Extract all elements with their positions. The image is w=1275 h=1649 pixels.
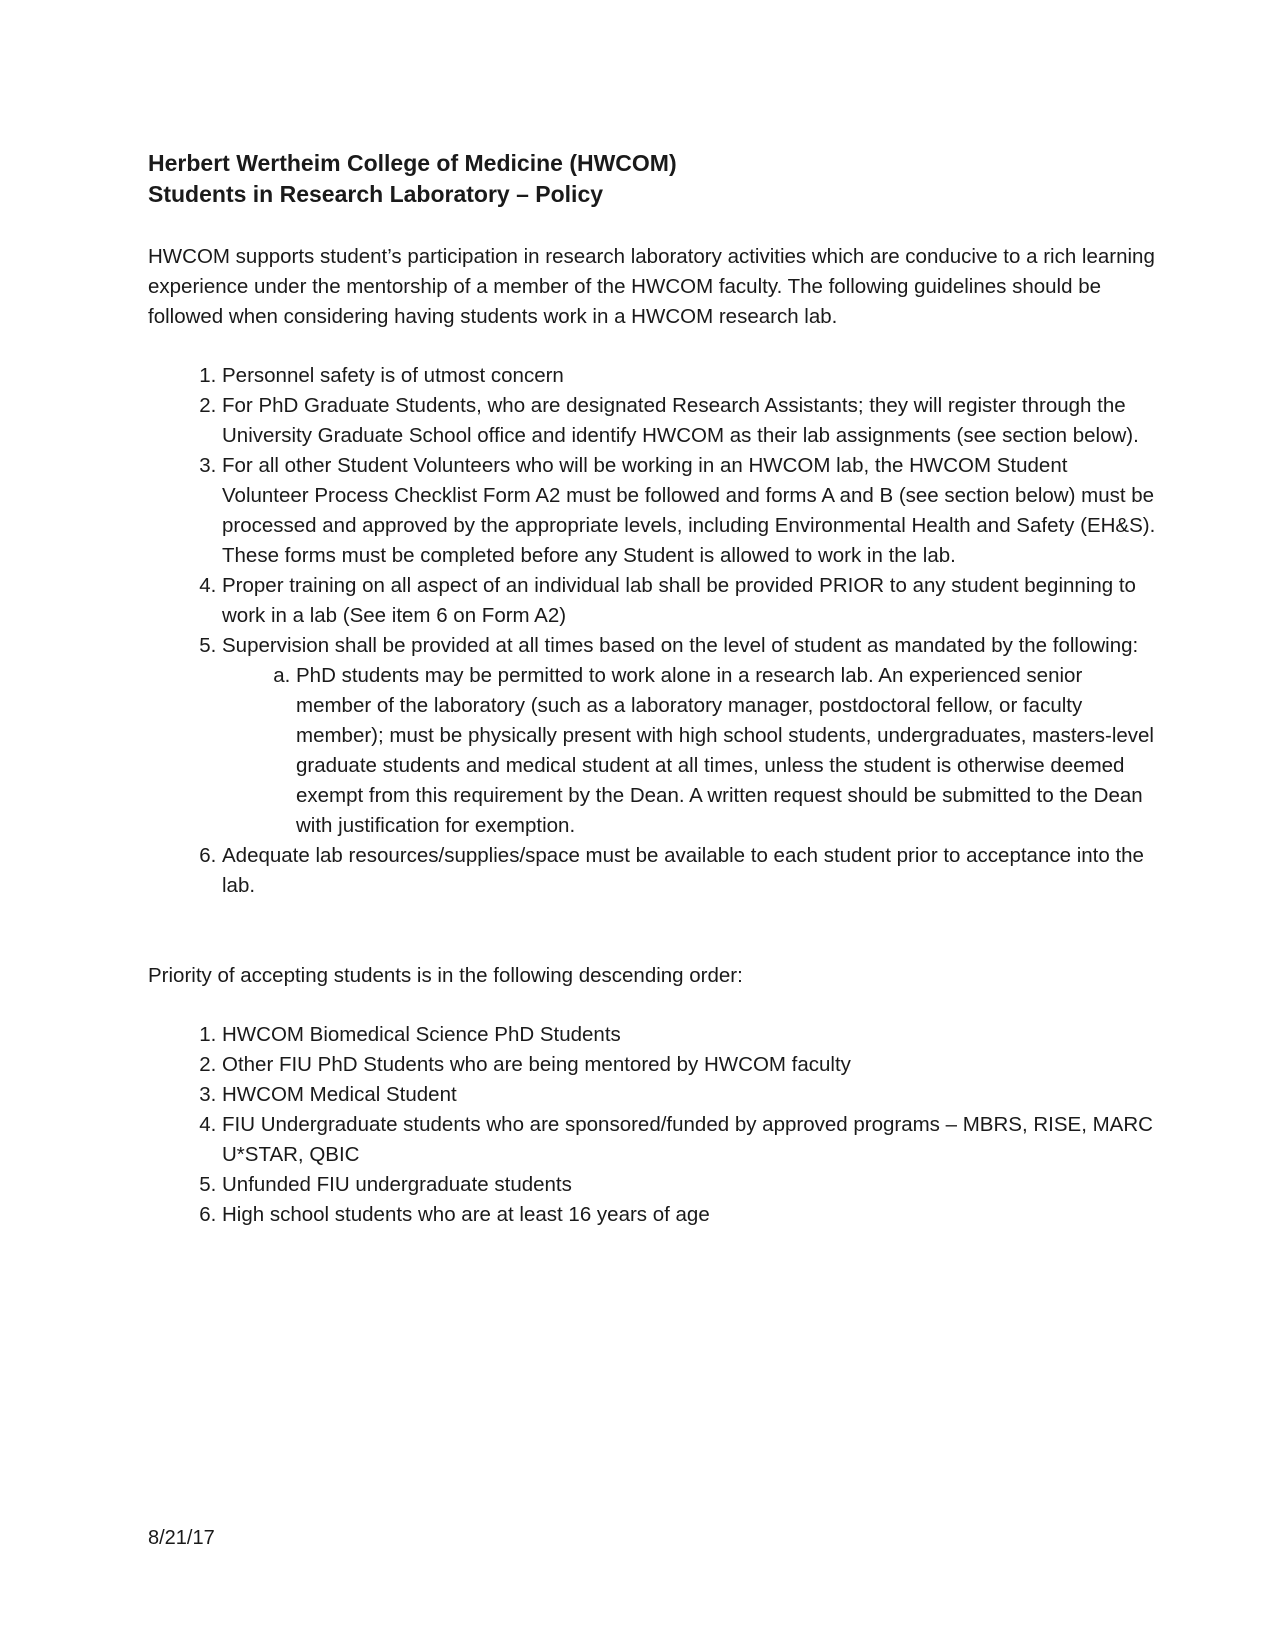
guideline-text-1: Personnel safety is of utmost concern xyxy=(222,364,564,387)
priority-list xyxy=(148,1020,1158,1230)
guidelines-list xyxy=(148,361,1158,901)
priority-heading: Priority of accepting students is in the following descending order: xyxy=(148,964,743,987)
guideline-item-4 xyxy=(222,571,1158,631)
priority-item-2 xyxy=(222,1050,1158,1080)
supervision-sublist xyxy=(222,661,1158,841)
priority-item-3 xyxy=(222,1080,1158,1110)
guideline-text-2: For PhD Graduate Students, who are designated Research Assistants; they will register through the University Graduate School office and identify HWCOM as their lab assignments (see section below). xyxy=(222,394,1139,447)
supervision-subitem-a xyxy=(296,661,1158,841)
priority-item-6 xyxy=(222,1200,1158,1230)
priority-text-3: HWCOM Medical Student xyxy=(222,1083,457,1106)
guideline-item-1 xyxy=(222,361,1158,391)
guideline-text-3: For all other Student Volunteers who will be working in an HWCOM lab, the HWCOM Student Volunteer Process Checklist Form A2 must be followed and forms A and B (see section below) must be processed and approved by the appropriate levels, including Environmental Health and Safety (EH&S). These forms must be completed before any Student is allowed to work in the lab. xyxy=(222,454,1156,567)
priority-text-1: HWCOM Biomedical Science PhD Students xyxy=(222,1023,621,1046)
document-title xyxy=(148,148,1158,210)
priority-item-1 xyxy=(222,1020,1158,1050)
guideline-item-3 xyxy=(222,451,1158,571)
intro-paragraph: HWCOM supports student’s participation in research laboratory activities which are conducive to a rich learning experience under the mentorship of a member of the HWCOM faculty. The following guidelines should be followed when considering having students work in a HWCOM research lab. xyxy=(148,245,1155,328)
priority-text-5: Unfunded FIU undergraduate students xyxy=(222,1173,572,1196)
document-page xyxy=(148,148,1158,1230)
title-line-1: Herbert Wertheim College of Medicine (HWCOM) xyxy=(148,150,677,176)
guideline-item-5 xyxy=(222,631,1158,841)
guideline-text-4: Proper training on all aspect of an individual lab shall be provided PRIOR to any student beginning to work in a lab (See item 6 on Form A2) xyxy=(222,574,1136,627)
guideline-item-6 xyxy=(222,841,1158,901)
priority-text-6: High school students who are at least 16 years of age xyxy=(222,1203,710,1226)
title-line-2: Students in Research Laboratory – Policy xyxy=(148,181,604,207)
guideline-text-6: Adequate lab resources/supplies/space must be available to each student prior to acceptance into the lab. xyxy=(222,844,1144,897)
priority-item-5 xyxy=(222,1170,1158,1200)
guideline-item-2 xyxy=(222,391,1158,451)
footer-date: 8/21/17 xyxy=(148,1527,215,1549)
priority-text-4: FIU Undergraduate students who are sponsored/funded by approved programs – MBRS, RISE, MARC U*STAR, QBIC xyxy=(222,1113,1153,1166)
guideline-text-5: Supervision shall be provided at all times based on the level of student as mandated by the following: xyxy=(222,634,1139,657)
supervision-subitem-text-a: PhD students may be permitted to work alone in a research lab. An experienced senior member of the laboratory (such as a laboratory manager, postdoctoral fellow, or faculty member); must be physically present with high school students, undergraduates, masters-level graduate students and medical student at all times, unless the student is otherwise deemed exempt from this requirement by the Dean. A written request should be submitted to the Dean with justification for exemption. xyxy=(296,664,1154,837)
priority-text-2: Other FIU PhD Students who are being mentored by HWCOM faculty xyxy=(222,1053,851,1076)
priority-item-4 xyxy=(222,1110,1158,1170)
